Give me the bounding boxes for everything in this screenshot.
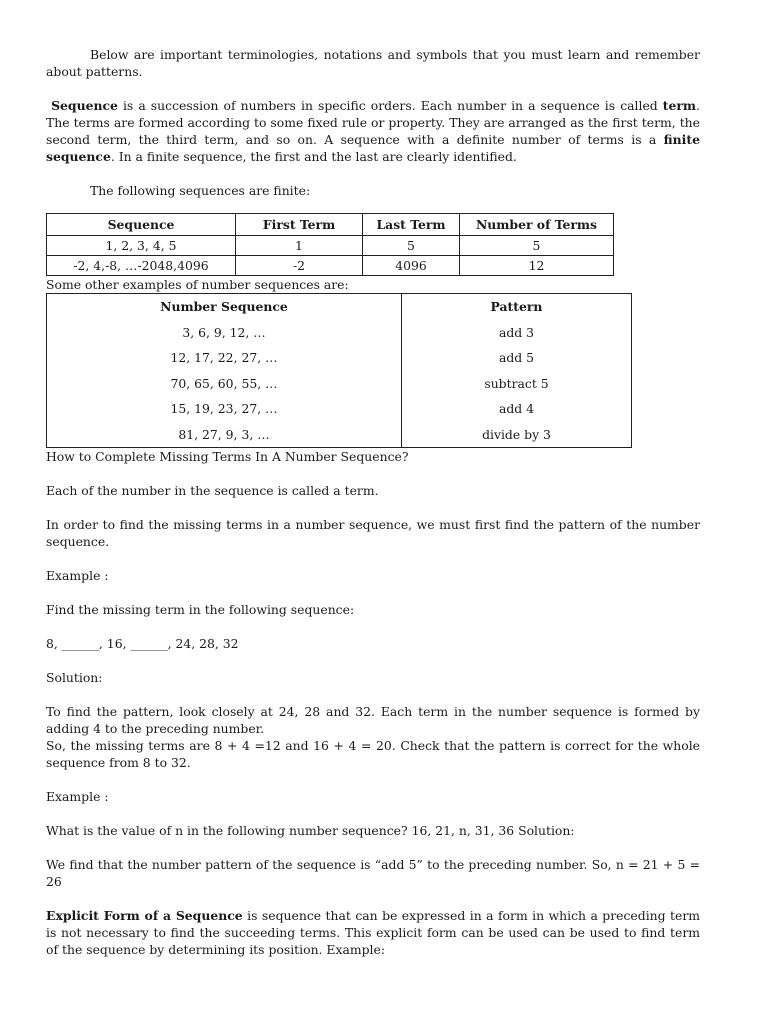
sequence-definition: Sequence is a succession of numbers in specific orders. Each number in a sequence is called term. The terms are formed according to some fixed rule or property. They are arranged as the first term, the second term, the third term, and so on. A sequence with a definite number of terms is a finite sequence. In a finite sequence, the first and the last are clearly identified. bbox=[46, 98, 700, 164]
table-cell: 1 bbox=[236, 236, 363, 256]
example-label: Example : bbox=[46, 789, 109, 804]
table-row bbox=[47, 371, 632, 397]
find-missing-text: Find the missing term in the following sequence: bbox=[46, 602, 355, 617]
in-order-text: In order to find the missing terms in a number sequence, we must first find the pattern of the number sequence. bbox=[46, 517, 700, 549]
solution-label: Solution: bbox=[46, 670, 103, 685]
table-cell: 4096 bbox=[363, 256, 460, 276]
table-cell: add 5 bbox=[498, 350, 535, 365]
sequence-term: Sequence bbox=[51, 98, 118, 113]
page-content bbox=[46, 46, 700, 958]
table-cell: -2 bbox=[236, 256, 363, 276]
solution-text-continued: So, the missing terms are 8 + 4 =12 and 16 + 4 = 20. Check that the pattern is correct for the whole sequence from 8 to 32. bbox=[46, 738, 700, 770]
table-row bbox=[47, 396, 632, 422]
table-row bbox=[47, 345, 632, 371]
table-cell: 5 bbox=[460, 236, 614, 256]
table-cell: 1, 2, 3, 4, 5 bbox=[47, 236, 236, 256]
sequence-with-blanks: 8, ______, 16, ______, 24, 28, 32 bbox=[46, 636, 239, 651]
table-cell: 12 bbox=[460, 256, 614, 276]
each-term-text: Each of the number in the sequence is called a term. bbox=[46, 483, 379, 498]
header-pattern: Pattern bbox=[490, 299, 543, 314]
table-cell: 12, 17, 22, 27, … bbox=[47, 345, 402, 371]
example-label: Example : bbox=[46, 568, 109, 583]
table-cell: subtract 5 bbox=[484, 375, 549, 391]
intro-paragraph: Below are important terminologies, notations and symbols that you must learn and remember about patterns. bbox=[46, 47, 700, 79]
finite-sequences-table bbox=[46, 213, 614, 276]
table-cell: 70, 65, 60, 55, … bbox=[47, 371, 402, 397]
header-number-of-terms: Number of Terms bbox=[460, 214, 614, 236]
pattern-table bbox=[46, 293, 632, 448]
header-last-term: Last Term bbox=[363, 214, 460, 236]
table-header-row bbox=[47, 294, 632, 320]
table-cell: -2, 4,-8, …-2048,4096 bbox=[47, 256, 236, 276]
solution-text: To find the pattern, look closely at 24, 28 and 32. Each term in the number sequence is formed by adding 4 to the preceding number. bbox=[46, 704, 700, 736]
header-sequence: Sequence bbox=[47, 214, 236, 236]
table-row bbox=[47, 320, 632, 346]
table-cell: 81, 27, 9, 3, … bbox=[47, 422, 402, 448]
table-cell: 15, 19, 23, 27, … bbox=[47, 396, 402, 422]
table-row bbox=[47, 422, 632, 448]
table-row bbox=[47, 236, 614, 256]
explicit-form-term: Explicit Form of a Sequence bbox=[46, 908, 243, 923]
section-heading-missing-terms: How to Complete Missing Terms In A Number Sequence? bbox=[46, 449, 409, 464]
other-examples-text: Some other examples of number sequences are: bbox=[46, 277, 349, 292]
table-cell: add 4 bbox=[498, 401, 535, 416]
value-of-n-question: What is the value of n in the following number sequence? 16, 21, n, 31, 36 Solution: bbox=[46, 823, 575, 838]
explicit-form-paragraph: Explicit Form of a Sequence is sequence that can be expressed in a form in which a preceding term is not necessary to find the succeeding terms. This explicit form can be used can be used to find term of the sequence by determining its position. Example: bbox=[46, 908, 701, 957]
finite-intro: The following sequences are finite: bbox=[90, 183, 311, 198]
we-find-text: We find that the number pattern of the sequence is “add 5” to the preceding number. So, n = 21 + 5 = 26 bbox=[46, 857, 700, 889]
header-number-sequence: Number Sequence bbox=[47, 294, 402, 320]
table-cell: 5 bbox=[363, 236, 460, 256]
finite-sequence-term: finite sequence bbox=[46, 132, 700, 164]
table-cell: add 3 bbox=[498, 324, 535, 340]
table-row bbox=[47, 256, 614, 276]
table-header-row bbox=[47, 214, 614, 236]
term-word: term bbox=[662, 98, 697, 113]
table-cell: 3, 6, 9, 12, … bbox=[47, 320, 402, 346]
table-cell: divide by 3 bbox=[482, 426, 551, 442]
header-first-term: First Term bbox=[236, 214, 363, 236]
